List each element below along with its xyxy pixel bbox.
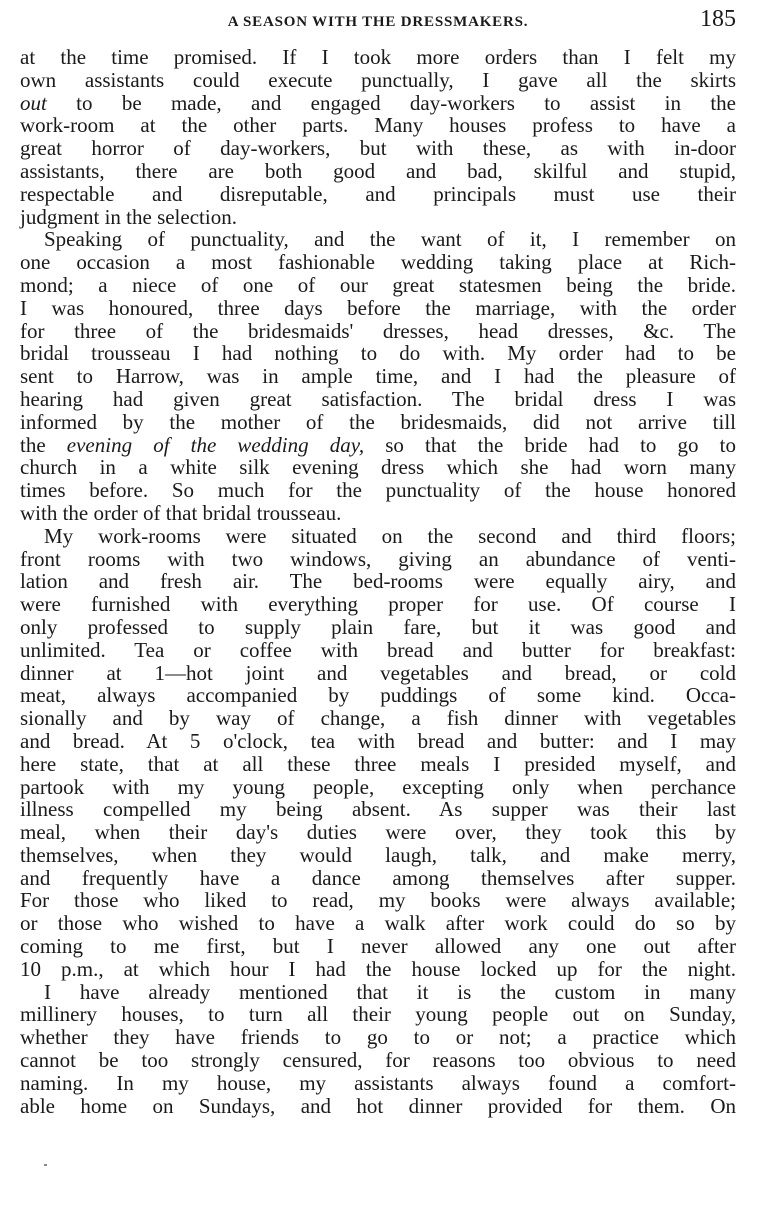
text-line	[20, 1003, 736, 1026]
text-span: respectable and disreputable, and principals must use their	[20, 181, 736, 206]
text-line	[20, 92, 736, 115]
text-span: great horror of day-workers, but with these, as with in-door	[20, 136, 736, 161]
text-line	[20, 570, 736, 593]
text-line	[20, 889, 736, 912]
text-span: cannot be too strongly censured, for reasons too obvious to need	[20, 1048, 736, 1073]
text-span: own assistants could execute punctually, I gave all the skirts	[20, 67, 736, 92]
text-line	[20, 456, 736, 479]
body-text	[20, 46, 736, 1117]
text-span: to be made, and engaged day-workers to assist in the	[46, 90, 736, 115]
text-span: meat, always accompanied by puddings of some kind. Occa-	[20, 683, 736, 708]
text-span: work-room at the other parts. Many houses profess to have a	[20, 113, 736, 138]
text-line	[20, 342, 736, 365]
text-line	[20, 1049, 736, 1072]
text-span: meal, when their day's duties were over, they took this by	[20, 820, 736, 845]
text-span: so that the bride had to go to	[364, 432, 736, 457]
text-span: millinery houses, to turn all their young people out on Sunday,	[20, 1002, 736, 1027]
text-line	[20, 388, 736, 411]
text-line	[20, 912, 736, 935]
text-span: I was honoured, three days before the marriage, with the order	[20, 295, 736, 320]
text-line	[20, 798, 736, 821]
text-span: with the order of that bridal trousseau.	[20, 500, 342, 525]
text-span: I have already mentioned that it is the custom in many	[44, 979, 736, 1004]
text-span: naming. In my house, my assistants always found a comfort-	[20, 1070, 736, 1095]
text-line	[20, 183, 736, 206]
text-line	[20, 365, 736, 388]
text-line	[20, 251, 736, 274]
text-span: sionally and by way of change, a fish dinner with vegetables	[20, 706, 736, 731]
text-line	[20, 684, 736, 707]
text-line	[20, 958, 736, 981]
text-line	[20, 320, 736, 343]
text-span: one occasion a most fashionable wedding taking place at Rich-	[20, 250, 736, 275]
text-line	[20, 228, 736, 251]
text-line	[20, 137, 736, 160]
text-line	[20, 707, 736, 730]
text-span: for three of the bridesmaids' dresses, head dresses, &c. The	[20, 318, 736, 343]
text-line	[20, 616, 736, 639]
text-line	[20, 935, 736, 958]
text-line	[20, 753, 736, 776]
text-line	[20, 730, 736, 753]
text-line	[20, 502, 736, 525]
text-span: Speaking of punctuality, and the want of it, I remember on	[44, 227, 736, 252]
italic-text: out	[20, 90, 47, 115]
page-number: 185	[700, 6, 736, 32]
text-span: illness compelled my being absent. As supper was their last	[20, 797, 736, 822]
text-line	[20, 821, 736, 844]
book-page	[20, 6, 736, 1117]
text-line	[20, 548, 736, 571]
text-span: unlimited. Tea or coffee with bread and butter for breakfast:	[20, 637, 736, 662]
text-line	[20, 525, 736, 548]
text-span: coming to me first, but I never allowed any one out after	[20, 934, 736, 959]
text-line	[20, 114, 736, 137]
text-span: only professed to supply plain fare, but it was good and	[20, 614, 736, 639]
text-span: hearing had given great satisfaction. The bridal dress I was	[20, 386, 736, 411]
text-span: the	[20, 432, 67, 457]
text-span: mond; a niece of one of our great statesmen being the bride.	[20, 272, 736, 297]
text-line	[20, 69, 736, 92]
text-line	[20, 160, 736, 183]
text-span: judgment in the selection.	[20, 204, 237, 229]
text-line	[20, 662, 736, 685]
text-line	[20, 1095, 736, 1118]
text-span: or those who wished to have a walk after work could do so by	[20, 911, 736, 936]
text-span: whether they have friends to go to or not; a practice which	[20, 1025, 736, 1050]
text-line	[20, 206, 736, 229]
text-span: sent to Harrow, was in ample time, and I had the pleasure of	[20, 364, 736, 389]
text-line	[20, 1072, 736, 1095]
text-line	[20, 434, 736, 457]
text-span: dinner at 1—hot joint and vegetables and bread, or cold	[20, 660, 736, 685]
text-line	[20, 411, 736, 434]
text-span: able home on Sundays, and hot dinner provided for them. On	[20, 1093, 736, 1118]
text-line	[20, 867, 736, 890]
text-span: partook with my young people, excepting only when perchance	[20, 774, 736, 799]
text-span: My work-rooms were situated on the second and third floors;	[44, 523, 736, 548]
text-span: here state, that at all these three meals I presided myself, and	[20, 751, 736, 776]
text-span: lation and fresh air. The bed-rooms were equally airy, and	[20, 569, 736, 594]
text-span: and frequently have a dance among themselves after supper.	[20, 865, 736, 890]
text-line	[20, 776, 736, 799]
text-line	[20, 844, 736, 867]
text-span: informed by the mother of the bridesmaids, did not arrive till	[20, 409, 736, 434]
text-line	[20, 639, 736, 662]
text-line	[20, 1026, 736, 1049]
text-line	[20, 479, 736, 502]
text-span: 10 p.m., at which hour I had the house locked up for the night.	[20, 956, 736, 981]
print-speck	[44, 1164, 47, 1166]
text-line	[20, 46, 736, 69]
text-span: themselves, when they would laugh, talk, and make merry,	[20, 842, 736, 867]
text-span: bridal trousseau I had nothing to do with. My order had to be	[20, 341, 736, 366]
page-header	[20, 6, 736, 46]
text-line	[20, 593, 736, 616]
text-line	[20, 981, 736, 1004]
text-line	[20, 274, 736, 297]
italic-text: evening of the wedding day,	[66, 432, 365, 457]
text-span: times before. So much for the punctuality of the house honored	[20, 478, 736, 503]
text-span: assistants, there are both good and bad, skilful and stupid,	[20, 158, 736, 183]
text-span: church in a white silk evening dress which she had worn many	[20, 455, 736, 480]
text-span: and bread. At 5 o'clock, tea with bread and butter: and I may	[20, 728, 736, 753]
text-line	[20, 297, 736, 320]
text-span: at the time promised. If I took more orders than I felt my	[20, 45, 736, 69]
text-span: For those who liked to read, my books were always available;	[20, 888, 736, 913]
text-span: were furnished with everything proper for use. Of course I	[20, 592, 736, 617]
running-title: A SEASON WITH THE DRESSMAKERS.	[227, 14, 529, 30]
text-span: front rooms with two windows, giving an abundance of venti-	[20, 546, 736, 571]
